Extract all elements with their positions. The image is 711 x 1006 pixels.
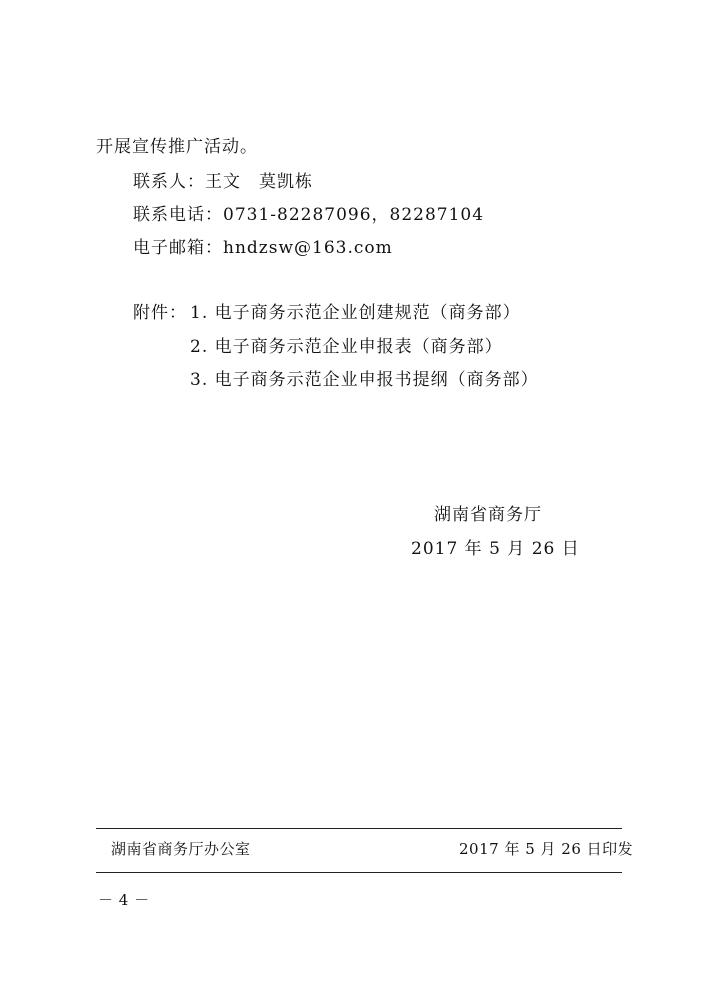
attachment-item-1: 1. 电子商务示范企业创建规范（商务部） <box>190 303 521 323</box>
footer-bottom-rule <box>96 872 622 873</box>
footer-top-rule <box>96 828 622 829</box>
attachment-item-3: 3. 电子商务示范企业申报书提纲（商务部） <box>190 370 539 390</box>
contact-phone-line: 联系电话：0731-82287096，82287104 <box>133 205 485 225</box>
signature-organization: 湖南省商务厅 <box>434 505 542 525</box>
footer-print-date: 2017 年 5 月 26 日印发 <box>459 840 634 858</box>
contact-person-line: 联系人：王文 莫凯栋 <box>133 172 313 192</box>
attachments-label: 附件： <box>133 303 187 323</box>
attachment-item-2: 2. 电子商务示范企业申报表（商务部） <box>190 337 503 357</box>
page-number: － 4 － <box>98 891 150 909</box>
footer-issuer: 湖南省商务厅办公室 <box>111 840 251 858</box>
signature-date: 2017 年 5 月 26 日 <box>411 539 580 559</box>
body-continuation-text: 开展宣传推广活动。 <box>96 137 258 157</box>
contact-email-line: 电子邮箱：hndzsw@163.com <box>133 238 393 258</box>
